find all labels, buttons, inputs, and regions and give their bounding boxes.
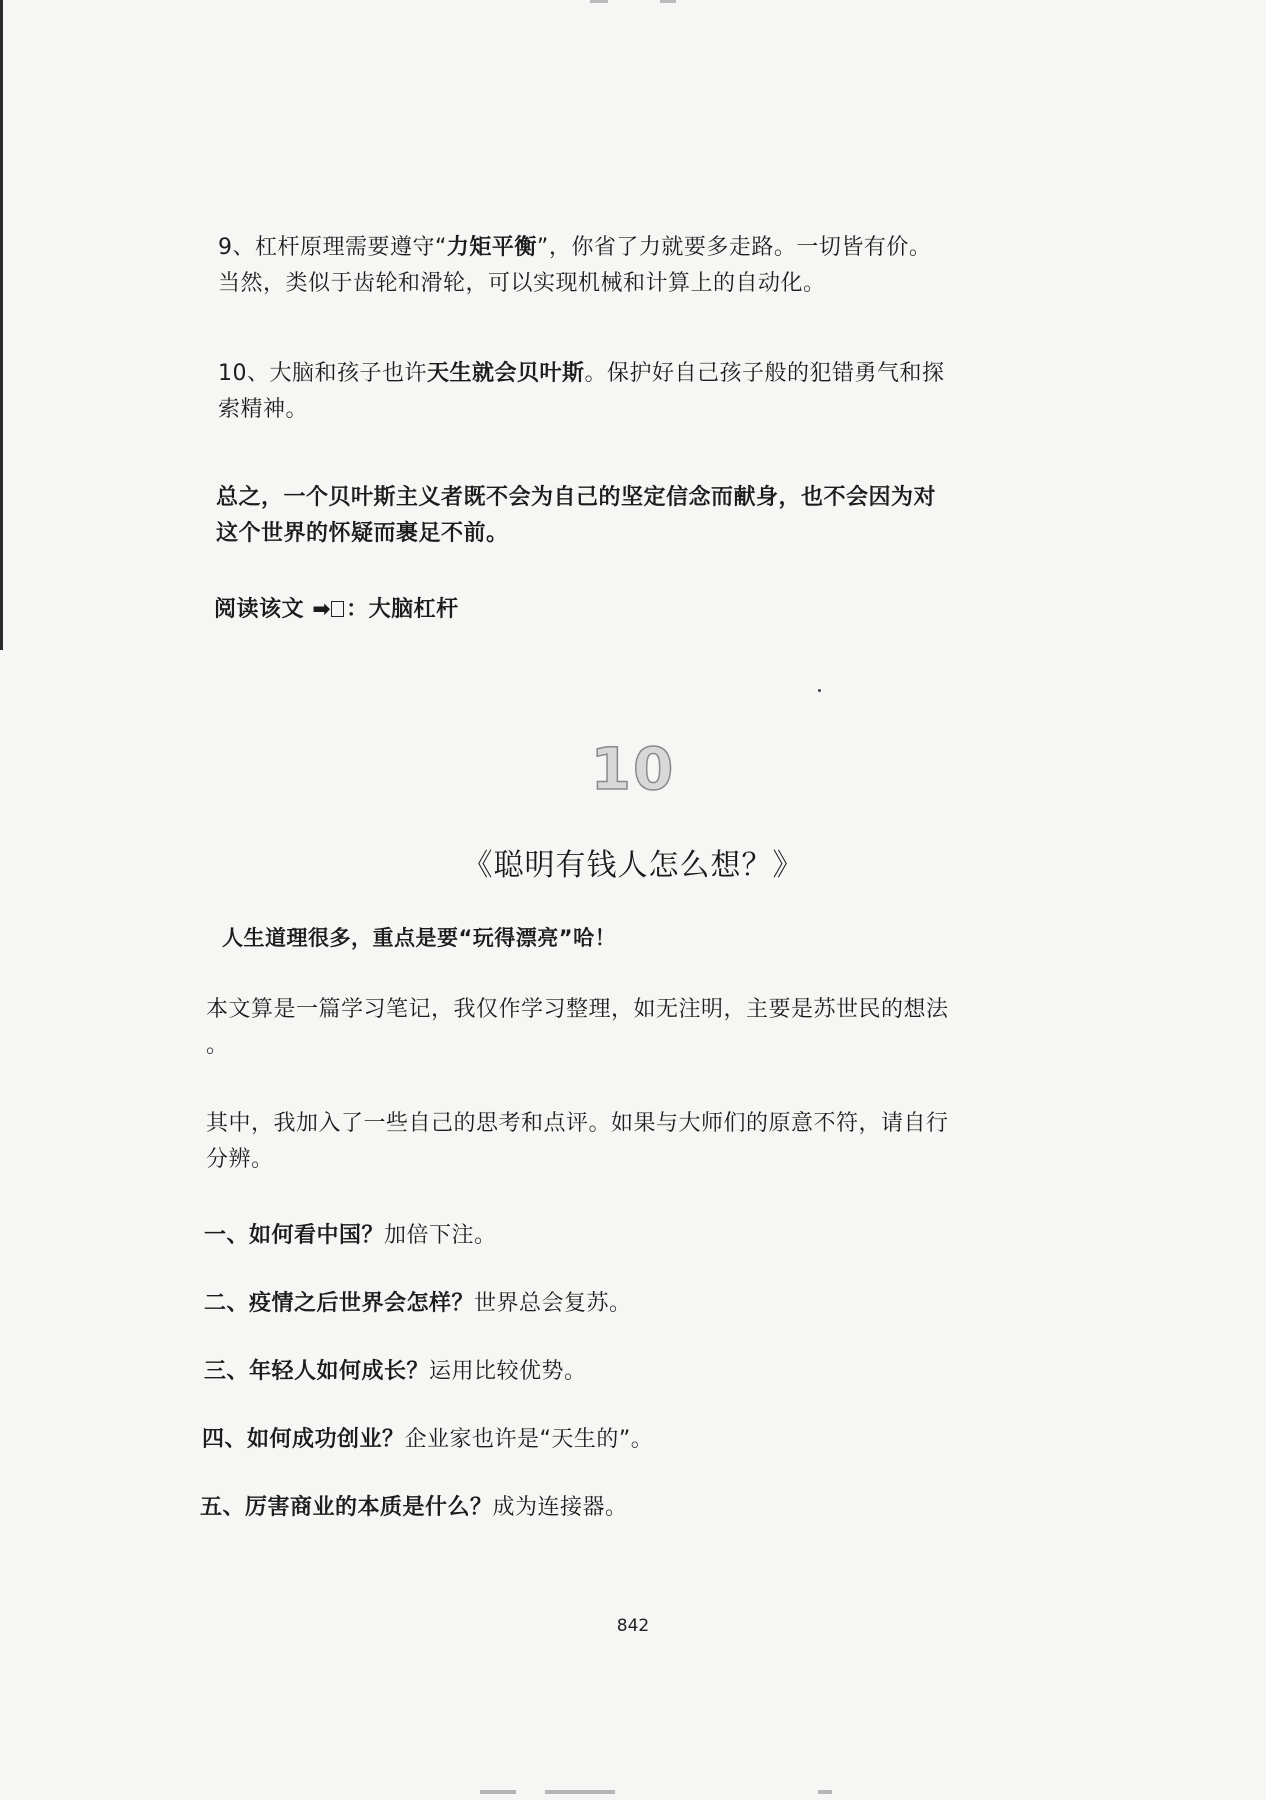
box-icon (331, 601, 344, 617)
summary-paragraph (216, 480, 936, 552)
read-more-label: 阅读该文 (214, 597, 305, 622)
paragraph-9 (218, 230, 931, 302)
paragraph-10 (218, 356, 945, 428)
point-5 (200, 1490, 628, 1526)
point-4 (202, 1422, 653, 1458)
paragraph-9-text: 9、杠杆原理需要遵守“ (218, 235, 447, 260)
intro-paragraph-1 (206, 992, 949, 1064)
intro-2-line1: 其中，我加入了一些自己的思考和点评。如果与大师们的原意不符，请自行 (206, 1111, 949, 1136)
article-subtitle (222, 920, 616, 956)
paragraph-9-emphasis: 力矩平衡 (446, 235, 537, 260)
scan-bottom-mark (818, 1790, 832, 1794)
article-title: 《聪明有钱人怎么想？》 (462, 848, 804, 883)
paragraph-10-text: 10、大脑和孩子也许 (218, 361, 427, 386)
read-more-link[interactable] (214, 592, 459, 628)
scan-top-mark (660, 0, 676, 3)
intro-paragraph-2 (206, 1106, 949, 1178)
point-4-question: 四、如何成功创业？ (202, 1427, 405, 1452)
point-5-answer: 成为连接器。 (492, 1495, 628, 1520)
article-subtitle-text: 人生道理很多，重点是要“玩得漂亮”哈！ (222, 926, 617, 950)
point-3-question: 三、年轻人如何成长？ (204, 1359, 430, 1384)
intro-1-line2: 。 (206, 1033, 229, 1058)
page-number: 842 (616, 1616, 650, 1636)
scan-left-edge (0, 0, 3, 650)
scan-top-mark (590, 0, 608, 3)
intro-1-line1: 本文算是一篇学习笔记，我仅作学习整理，如无注明，主要是苏世民的想法 (206, 997, 949, 1022)
paragraph-10-line2: 索精神。 (218, 397, 309, 422)
summary-line1: 总之，一个贝叶斯主义者既不会为自己的坚定信念而献身，也不会因为对 (216, 485, 937, 510)
paragraph-10-text: 。保护好自己孩子般的犯错勇气和探 (584, 361, 945, 386)
point-3 (204, 1354, 587, 1390)
point-2-question: 二、疫情之后世界会怎样？ (204, 1291, 475, 1316)
read-more-target: ：大脑杠杆 (346, 597, 459, 622)
point-1-answer: 加倍下注。 (384, 1223, 497, 1248)
point-2-answer: 世界总会复苏。 (474, 1291, 632, 1316)
arrow-right-icon: ➡ (312, 597, 332, 622)
intro-2-line2: 分辨。 (206, 1147, 274, 1172)
paragraph-9-line2: 当然，类似于齿轮和滑轮，可以实现机械和计算上的自动化。 (218, 271, 826, 296)
point-4-answer: 企业家也许是“天生的”。 (404, 1427, 654, 1452)
point-5-question: 五、厉害商业的本质是什么？ (200, 1495, 493, 1520)
point-2 (204, 1286, 632, 1322)
point-1 (204, 1218, 497, 1254)
point-1-question: 一、如何看中国？ (204, 1223, 385, 1248)
scan-bottom-mark (480, 1790, 516, 1794)
scan-bottom-mark (545, 1790, 615, 1794)
section-number: 10 (590, 735, 676, 803)
paragraph-9-text: ”，你省了力就要多走路。一切皆有价。 (536, 235, 932, 260)
scan-speck (818, 689, 821, 692)
paragraph-10-emphasis: 天生就会贝叶斯 (427, 361, 585, 386)
point-3-answer: 运用比较优势。 (429, 1359, 587, 1384)
summary-line2: 这个世界的怀疑而裹足不前。 (216, 521, 509, 546)
